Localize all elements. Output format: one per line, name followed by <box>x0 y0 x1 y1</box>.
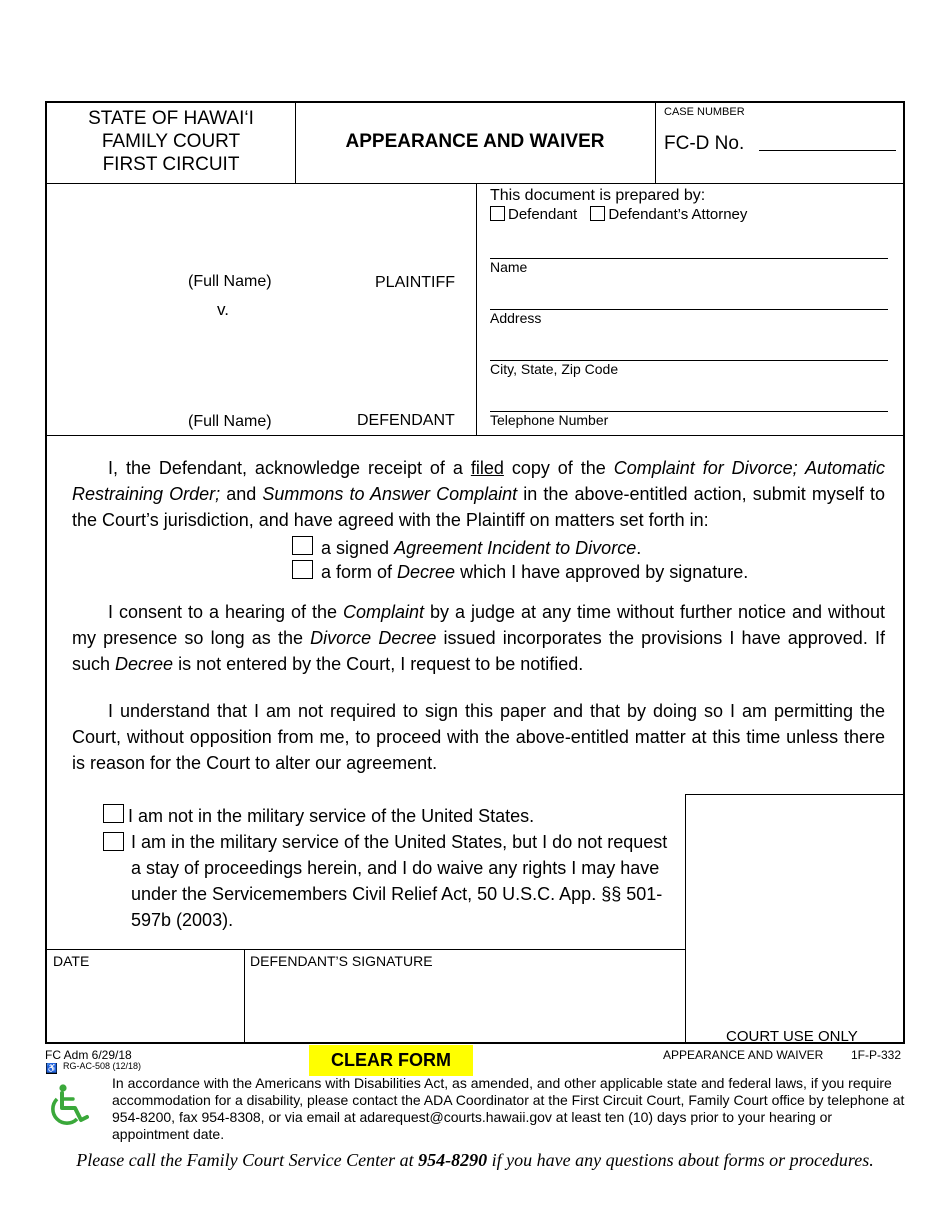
ada-notice: In accordance with the Americans with Disabilities Act, as amended, and other applicable state and federal laws, if you require accommodation for a disability, please contact the ADA Coordinator at the First Circuit Court, Family Court office by telephone at 954-8200, fax 954-8308, or via email at adarequest@courts.hawaii.gov at least ten (10) days prior to your hearing or appointment date. <box>112 1075 905 1142</box>
attorney-checkbox[interactable] <box>590 206 605 221</box>
agreement-option: a signed Agreement Incident to Divorce. <box>292 536 641 559</box>
name-field[interactable] <box>490 258 888 259</box>
agreement-checkbox[interactable] <box>292 536 313 555</box>
city-state-zip-label: City, State, Zip Code <box>490 361 619 377</box>
decree-checkbox[interactable] <box>292 560 313 579</box>
footer-form-code: 1F-P-332 <box>851 1048 902 1062</box>
plaintiff-full-name-label: (Full Name) <box>188 273 272 290</box>
court-use-box-left <box>685 794 686 1044</box>
prepared-by-heading: This document is prepared by: <box>490 187 706 204</box>
caption-divider <box>476 183 477 435</box>
prepared-by-options <box>490 206 747 223</box>
understanding-paragraph: I understand that I am not required to sign this paper and that by doing so I am permitting the Court, without opposition from me, to proceed with the above-entitled matter at this time unless there is reason for the Court to alter our agreement. <box>72 701 885 773</box>
signature-row-divider <box>244 949 245 1044</box>
document-title: APPEARANCE AND WAIVER <box>345 131 605 152</box>
defendant-option-label: Defendant <box>508 206 578 223</box>
accessibility-icon: ♿ <box>46 1063 58 1073</box>
defendant-checkbox[interactable] <box>490 206 505 221</box>
military-option-waive: I am in the military service of the United States, but I do not request a stay of proceedings herein, and I do waive any rights I may have under the Servicemembers Civil Relief Act, 50 U.S.C. App. §§ 501-597b (2003). <box>103 829 683 933</box>
rg-code-row <box>46 1061 141 1074</box>
form-id: FC Adm 6/29/18 <box>45 1048 132 1062</box>
court-use-only-label: COURT USE ONLY <box>726 1028 858 1045</box>
military-option-not: I am not in the military service of the United States. <box>103 803 534 829</box>
date-label: DATE <box>53 953 90 969</box>
wheelchair-icon <box>48 1084 96 1128</box>
clear-form-button[interactable]: CLEAR FORM <box>309 1045 473 1076</box>
defendant-signature-label: DEFENDANT’S SIGNATURE <box>250 953 433 969</box>
court-line-circuit: FIRST CIRCUIT <box>102 154 240 175</box>
defendant-full-name-label: (Full Name) <box>188 413 272 430</box>
court-line-family: FAMILY COURT <box>101 131 241 152</box>
telephone-label: Telephone Number <box>490 412 609 428</box>
name-label: Name <box>490 259 528 275</box>
address-field[interactable] <box>490 309 888 310</box>
case-number-label: CASE NUMBER <box>664 106 745 118</box>
date-field[interactable] <box>49 973 241 1041</box>
defendant-label: DEFENDANT <box>357 412 455 429</box>
footer-form-name: APPEARANCE AND WAIVER <box>663 1048 824 1062</box>
header-bottom-line <box>47 183 903 184</box>
rg-code: RG-AC-508 (12/18) <box>63 1061 142 1071</box>
signature-row-top <box>47 949 685 950</box>
acknowledgment-paragraph: I, the Defendant, acknowledge receipt of a filed copy of the Complaint for Divorce; Automatic Restraining Order; and Summons to Answer Complaint in the above-entitled action, submit myself to the Court’s jurisdiction, and have agreed with the Plaintiff on matters set forth in: <box>72 458 885 530</box>
header-divider-right <box>655 103 656 183</box>
fcd-number-label: FC-D No. <box>664 133 745 154</box>
appearance-waiver-form <box>45 101 905 1044</box>
not-military-checkbox[interactable] <box>103 804 124 823</box>
court-line-state: STATE OF HAWAI‘I <box>88 108 254 129</box>
fcd-number-field[interactable] <box>759 150 896 151</box>
consent-paragraph: I consent to a hearing of the Complaint by a judge at any time without further notice and without my presence so long as the Divorce Decree issued incorporates the provisions I have approved. If such Decree is not entered by the Court, I request to be notified. <box>72 602 886 674</box>
defendant-signature-field[interactable] <box>247 973 681 1041</box>
address-label: Address <box>490 310 542 326</box>
decree-option: a form of Decree which I have approved by signature. <box>292 560 748 583</box>
service-center-notice: Please call the Family Court Service Center at 954-8290 if you have any questions about forms or procedures. <box>76 1150 874 1170</box>
plaintiff-label: PLAINTIFF <box>375 274 456 291</box>
versus-label: v. <box>217 300 229 319</box>
attorney-option-label: Defendant’s Attorney <box>608 206 748 223</box>
military-waiver-checkbox[interactable] <box>103 832 124 851</box>
court-name <box>47 107 295 176</box>
court-use-box-top <box>685 794 903 795</box>
service-center-phone: 954-8290 <box>418 1150 488 1170</box>
caption-bottom-line <box>47 435 903 436</box>
